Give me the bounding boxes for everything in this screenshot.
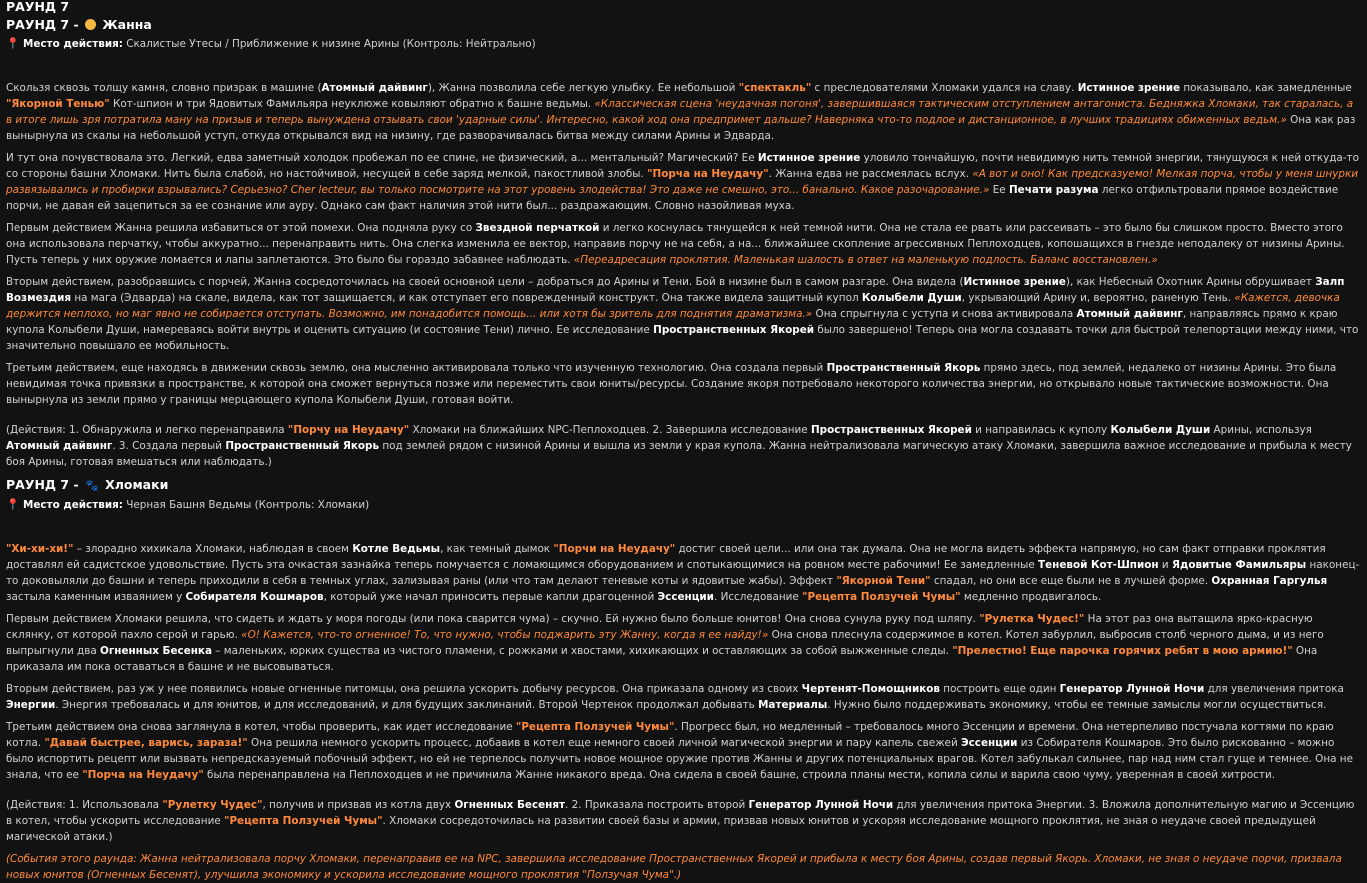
paragraph: И тут она почувствовала это. Легкий, едва заметный холодок пробежал по ее спине, не физический, а... ментальный? Магический? Ее Истинное зрение уловило тончайшую, почти невидимую нить темной энергии, тянущуюся к ней откуда-то со стороны башни Хломаки. Нить была слабой, но настойчивой, несущей в себе заряд мелкой, пакостливой злобы. "Порча на Неудачу". Жанна едва не рассмеялась вслух. «А вот и оно! Как предсказуемо! Мелкая порча, чтобы у меня шнурки развязывались и пробирки взрывались? Серьезно? Cher lecteur, вы только посмотрите на этот уровень злодейства! Это даже не смешно, это... банально. Какое разочарование.» Ее Печати разума легко отфильтровали прямое воздействие порчи, не давая ей зацепиться за ее сознание или ауру. Однако сам факт наличия этой нити был... раздражающим. Словно назойливая муха. bbox=[6, 152, 1359, 212]
location-line: 📍 Место действия: Скалистые Утесы / Приближение к низине Арины (Контроль: Нейтрально) bbox=[6, 37, 536, 50]
paragraph: Третьим действием, еще находясь в движении сквозь землю, она мысленно активировала только что изученную технологию. Она создала первый Пространственный Якорь прямо здесь, под землей, недалеко от низины Арины. Это была невидимая точка привязки в пространстве, к которой она сможет вернуться позже или переместить свои юниты/ресурсы. Создание якоря потребовало некоторого количества энергии, но открывало новые тактические возможности. Она вынырнула из земли прямо у границы мерцающего купола Колыбели Души, готовая войти. bbox=[6, 362, 1337, 406]
actions-summary: (Действия: 1. Обнаружила и легко перенаправила "Порчу на Неудачу" Хломаки на ближайших NPC-Пеплоходцев. 2. Завершила исследование Пространственных Якорей и направилась к куполу Колыбели Души Арины, используя Атомный дайвинг. 3. Создала первый Пространственный Якорь под землей рядом с низиной Арины и вышла из земли у края купола. Жанна нейтрализовала магическую атаку Хломаки, завершила важное исследование и прибыла к месту боя Арины, готовая вмешаться или наблюдать.) bbox=[6, 424, 1352, 468]
round-title-zhanna: РАУНД 7 - Жанна bbox=[6, 17, 152, 32]
round-heading: РАУНД 7 bbox=[6, 0, 70, 14]
paragraph: "Хи-хи-хи!" – злорадно хихикала Хломаки, наблюдая в своем Котле Ведьмы, как темный дымок "Порчи на Неудачу" достиг своей цели... или она так думала. Она не могла видеть эффекта напрямую, но сам факт отправки проклятия доставлял ей садистское удовольствие. Пусть эта очкастая зазнайка теперь помучается с ломающимся оборудованием и спотыкающимися на ровном месте рабочими! Ее замедленные Теневой Кот-Шпион и Ядовитые Фамильяры наконец-то доковыляли до башни и теперь приходили в себя в темных углах, зализывая раны (или что там делают теневые коты и ядовитые жабы). Эффект "Якорной Тени" спадал, но они все еще были не в лучшей форме. Охранная Гаргулья застыла каменным изваянием у Собирателя Кошмаров, который уже начал приносить первые капли драгоценной Эссенции. Исследование "Рецепта Ползучей Чумы" медленно продвигалось. bbox=[6, 543, 1360, 603]
paragraph: Скользя сквозь толщу камня, словно призрак в машине (Атомный дайвинг), Жанна позволила себе легкую улыбку. Ее небольшой "спектакль" с преследователями Хломаки удался на славу. Истинное зрение показывало, как замедленные "Якорной Тенью" Кот-шпион и три Ядовитых Фамильяра неуклюже ковыляют обратно к башне ведьмы. «Классическая сцена 'неудачная погоня', завершившаяся тактическим отступлением антагониста. Бедняжка Хломаки, так старалась, а в итоге лишь зря потратила ману на призыв и теперь вынуждена отзывать свои 'ударные силы'. Интересно, какой ход она предпримет дальше? Наверняка что-то подлое и дистанционное, в лучших традициях обиженных ведьм.» Она как раз вынырнула из скалы на небольшой уступ, откуда открывался вид на низину, где разворачивалась битва между силами Арины и Эдварда. bbox=[6, 82, 1356, 142]
round-events-summary: (События этого раунда: Жанна нейтрализовала порчу Хломаки, перенаправив ее на NPC, завершила исследование Пространственных Якорей и прибыла к месту боя Арины, создав первый Якорь. Хломаки, не зная о неудаче порчи, призвала новых юнитов (Огненных Бесенят), улучшила экономику и ускорила исследование мощного проклятия "Ползучая Чума".) bbox=[6, 853, 1342, 881]
paragraph: Вторым действием, разобравшись с порчей, Жанна сосредоточилась на своей основной цели – добраться до Арины и Тени. Бой в низине был в самом разгаре. Она видела (Истинное зрение), как Небесный Охотник Арины обрушивает Залп Возмездия на мага (Эдварда) на скале, видела, как тот защищается, и как отступает его поврежденный конструкт. Она также видела защитный купол Колыбели Души, укрывающий Арину и, вероятно, раненую Тень. «Кажется, девочка держится неплохо, но маг явно не собирается отступать. Возможно, им понадобится помощь... или хотя бы зритель для поднятия драматизма.» Она спрыгнула с уступа и снова активировала Атомный дайвинг, направляясь прямо к краю купола Колыбели Души, намереваясь войти внутрь и оценить ситуацию (и состояние Тени) лично. Ее исследование Пространственных Якорей было завершено! Теперь она могла создавать точки для быстрой телепортации между ними, что значительно повышало ее мобильность. bbox=[6, 276, 1359, 352]
paragraph: Третьим действием она снова заглянула в котел, чтобы проверить, как идет исследование "Рецепта Ползучей Чумы". Прогресс был, но медленный – требовалось много Эссенции и времени. Она нетерпеливо постучала когтями по краю котла. "Давай быстрее, варись, зараза!" Она решила немного ускорить процесс, добавив в котел еще немного своей личной магической энергии и пару капель свежей Эссенции из Собирателя Кошмаров. Это было рискованно – можно было испортить рецепт или вызвать непредсказуемый побочный эффект, но ей не терпелось получить новое мощное оружие против Жанны и других потенциальных врагов. Котел забулькал сильнее, пар над ним стал гуще и темнее. Она не знала, что ее "Порча на Неудачу" была перенаправлена на Пеплоходцев и не причинила Жанне никакого вреда. Она сидела в своей башне, строила планы мести, копила силы и варила свою чуму, уверенная в своей хитрости. bbox=[6, 721, 1353, 781]
actions-summary: (Действия: 1. Использовала "Рулетку Чудес", получив и призвав из котла двух Огненных Бесенят. 2. Приказала построить второй Генератор Лунной Ночи для увеличения притока Энергии. 3. Вложила дополнительную магию и Эссенцию в котел, чтобы ускорить исследование "Рецепта Ползучей Чумы". Хломаки сосредоточилась на развитии своей базы и армии, призвав новых юнитов и ускоряя исследование мощного проклятия, не зная о неудаче своей предыдущей магической атаки.) bbox=[6, 799, 1355, 843]
paragraph: Вторым действием, раз уж у нее появились новые огненные питомцы, она решила ускорить добычу ресурсов. Она приказала одному из своих Чертенят-Помощников построить еще один Генератор Лунной Ночи для увеличения притока Энергии. Энергия требовалась и для юнитов, и для исследований, и для будущих заклинаний. Второй Чертенок продолжал добывать Материалы. Нужно было поддерживать экономику, чтобы ее темные замыслы могли осуществиться. bbox=[6, 683, 1344, 711]
pin-icon: 📍 bbox=[6, 37, 20, 50]
location-line: 📍 Место действия: Черная Башня Ведьмы (Контроль: Хломаки) bbox=[6, 498, 370, 511]
pin-icon: 📍 bbox=[6, 498, 20, 511]
paragraph: Первым действием Хломаки решила, что сидеть и ждать у моря погоды (или пока сварится чума) – скучно. Ей нужно было больше юнитов! Она снова сунула руку под шляпу. "Рулетка Чудес!" На этот раз она вытащила ярко-красную склянку, от которой пахло серой и гарью. «О! Кажется, что-то огненное! То, что нужно, чтобы поджарить эту Жанну, когда я ее найду!» Она снова плеснула содержимое в котел. Котел забурлил, выбросив столб черного дыма, и из него выпрыгнули два Огненных Бесенка – маленьких, юрких существа из чистого пламени, с рожками и хвостами, хихикающих и оставляющих за собой выжженные следы. "Прелестно! Еще парочка горячих ребят в мою армию!" Она приказала им пока оставаться в башне и не высовываться. bbox=[6, 613, 1324, 673]
round-title-khlomaki: РАУНД 7 - 🐾 Хломаки bbox=[6, 476, 1361, 495]
paragraph: Первым действием Жанна решила избавиться от этой помехи. Она подняла руку со Звездной перчаткой и легко коснулась тянущейся к ней темной нити. Она не стала ее рвать или рассеивать – это было бы слишком просто. Вместо этого она использовала перчатку, чтобы аккуратно... перенаправить нить. Она слегка изменила ее вектор, направив порчу не на себя, а на... ближайшее скопление агрессивных Пеплоходцев, копошащихся в гнезде неподалеку от низины Арины. Пусть теперь у них оружие ломается и лапы заплетаются. Это было бы гораздо забавнее наблюдать. «Переадресация проклятия. Маленькая шалость в ответ на маленькую подлость. Баланс восстановлен.» bbox=[6, 222, 1345, 266]
smiling-face-icon bbox=[85, 19, 96, 30]
paw-icon: 🐾 bbox=[85, 479, 99, 492]
